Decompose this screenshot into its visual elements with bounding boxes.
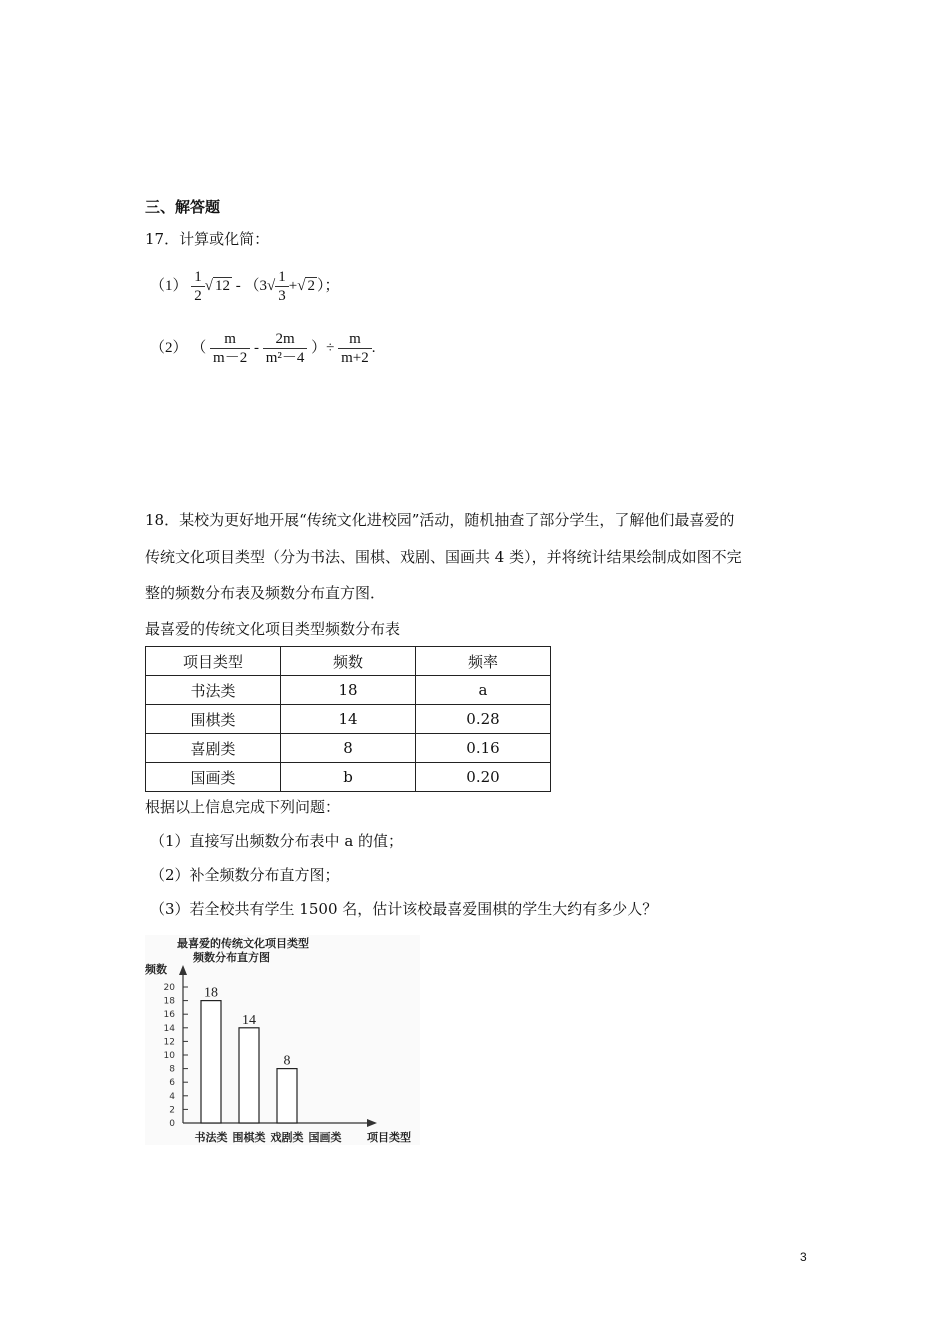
q17-stem: 17．计算或化简：	[145, 230, 270, 248]
y-tick-label: 18	[163, 996, 175, 1007]
q18-sub-2: （2）补全频数分布直方图；	[150, 866, 340, 884]
table-row	[146, 734, 551, 763]
histogram-chart	[145, 935, 420, 1145]
frequency-table	[145, 646, 551, 792]
q18-line-1: 18．某校为更好地开展“传统文化进校园”活动，随机抽查了部分学生，了解他们最喜爱的	[145, 511, 735, 529]
table-header-row	[146, 647, 551, 676]
chart-subtitle: 频数分布直方图	[193, 951, 270, 964]
table-cell: 喜剧类	[146, 734, 281, 763]
table-cell: 18	[281, 676, 416, 705]
fraction-denominator: 3	[278, 288, 286, 304]
q18-sub-3: （3）若全校共有学生 1500 名，估计该校最喜爱围棋的学生大约有多少人？	[150, 900, 658, 918]
table-cell: 14	[281, 705, 416, 734]
y-tick-label: 14	[163, 1023, 175, 1034]
paren-close: ）；	[316, 277, 340, 294]
page-number: 3	[800, 1250, 807, 1264]
y-tick-label: 4	[169, 1091, 175, 1102]
q17-part1: （1） $\frac{1}{2}$ √ 12 - （3√ $\frac{1}{3}$ +√ 2 ）；	[150, 269, 340, 304]
paren-open: （3	[244, 277, 268, 294]
table-cell: 围棋类	[146, 705, 281, 734]
period: .	[371, 339, 376, 356]
fraction-denominator: m²－4	[265, 350, 305, 366]
table-header-cell: 频数	[281, 647, 416, 676]
table-cell: 国画类	[146, 763, 281, 792]
y-axis-arrow	[179, 965, 187, 975]
q17-part1-fraction	[191, 268, 205, 305]
table-cell: 0.28	[416, 705, 551, 734]
q18-line-3: 整的频数分布表及频数分布直方图．	[145, 584, 386, 602]
category-label: 书法类	[194, 1131, 228, 1144]
table-cell: 书法类	[146, 676, 281, 705]
paren-close-divide: ）÷	[311, 339, 335, 356]
y-tick-label: 6	[169, 1078, 175, 1089]
minus-sign: -	[235, 277, 241, 294]
table-row	[146, 676, 551, 705]
table-header-cell: 项目类型	[146, 647, 281, 676]
q17-part1-inner-fraction	[275, 268, 289, 305]
paren-open: （	[191, 339, 207, 356]
table-cell: a	[416, 676, 551, 705]
chart-title: 最喜爱的传统文化项目类型	[177, 937, 309, 950]
q18-prompt: 根据以上信息完成下列问题：	[145, 798, 341, 816]
table-cell: 0.20	[416, 763, 551, 792]
fraction-numerator: m	[338, 330, 372, 349]
category-label: 戏剧类	[270, 1131, 304, 1144]
fraction-denominator: 2	[194, 288, 202, 304]
fraction-numerator: 1	[275, 268, 289, 287]
table-cell: b	[281, 763, 416, 792]
category-label: 国画类	[308, 1131, 342, 1144]
fraction-numerator: 1	[191, 268, 205, 287]
table-cell: 0.16	[416, 734, 551, 763]
histogram-bar	[201, 1001, 221, 1123]
bar-data-label: 18	[204, 985, 218, 1001]
bar-data-label: 14	[242, 1012, 256, 1028]
q17-part2	[150, 330, 376, 367]
x-axis-arrow	[367, 1119, 377, 1127]
table-title: 最喜爱的传统文化项目类型频数分布表	[145, 620, 401, 638]
y-tick-label: 2	[169, 1105, 175, 1116]
table-row	[146, 705, 551, 734]
fraction-numerator: m	[210, 330, 250, 349]
y-tick-label: 8	[169, 1064, 175, 1075]
table-header-cell: 频率	[416, 647, 551, 676]
histogram-svg	[145, 935, 420, 1145]
fraction-denominator: m－2	[213, 350, 248, 366]
bar-data-label: 8	[283, 1053, 291, 1069]
histogram-bar	[239, 1028, 259, 1123]
minus-sign: -	[253, 339, 259, 356]
y-tick-label: 10	[163, 1051, 175, 1061]
q18-sub-1: （1）直接写出频数分布表中 a 的值；	[150, 832, 404, 850]
q17-part2-fraction-3	[338, 330, 372, 367]
q17-part2-fraction-1	[210, 330, 250, 367]
sqrt-radicand: 12	[215, 277, 230, 294]
y-tick-label: 20	[163, 983, 175, 993]
y-tick-label: 0	[169, 1119, 175, 1129]
section-title: 三、解答题	[145, 198, 221, 216]
q18-line-2: 传统文化项目类型（分为书法、围棋、戏剧、国画共 4 类），并将统计结果绘制成如图不完	[145, 548, 742, 566]
plus-sign: +	[288, 277, 298, 294]
sqrt-radicand: 2	[307, 277, 315, 294]
table-row	[146, 763, 551, 792]
histogram-bar	[277, 1069, 297, 1123]
q17-part2-fraction-2	[263, 330, 308, 367]
x-axis-label: 项目类型	[367, 1131, 411, 1144]
y-axis-label: 频数	[145, 963, 167, 976]
y-tick-label: 16	[163, 1010, 175, 1021]
fraction-denominator: m+2	[341, 350, 369, 366]
fraction-numerator: 2m	[263, 330, 308, 349]
table-cell: 8	[281, 734, 416, 763]
q17-part2-label: （2）	[150, 339, 188, 356]
y-tick-label: 12	[163, 1037, 175, 1048]
q17-part1-label: （1）	[150, 277, 188, 294]
category-label: 围棋类	[232, 1131, 266, 1144]
